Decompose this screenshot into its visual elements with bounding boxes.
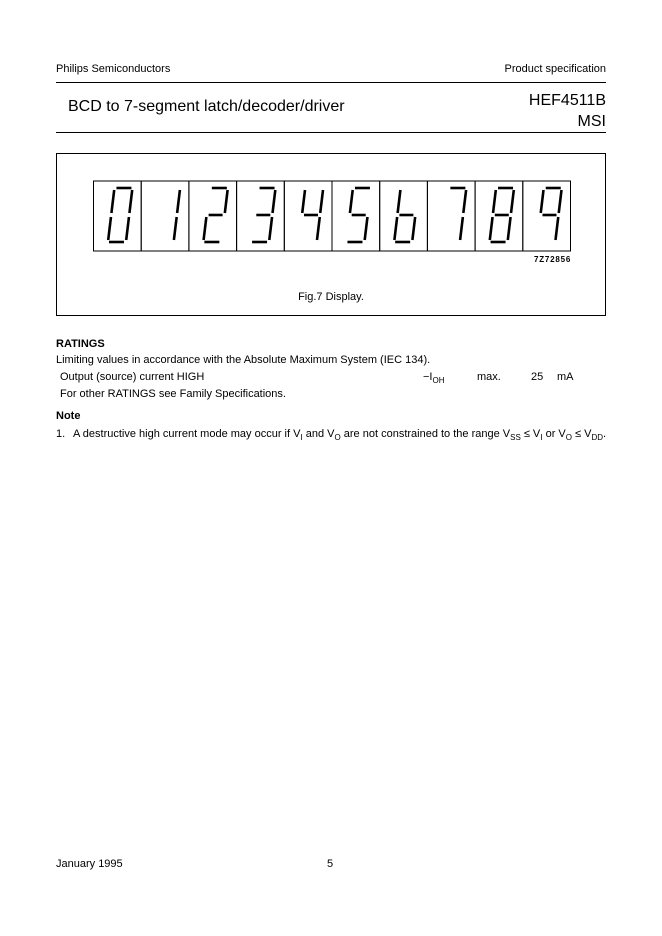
footer-date: January 1995 [56,858,123,870]
note-text-part: . [603,428,607,440]
note-sub: I [300,433,303,442]
segment-c [317,217,320,240]
digit-4 [284,181,332,251]
digit-2 [189,181,237,251]
page-number: 5 [327,858,334,870]
product-family: MSI [577,113,606,130]
segment-c [460,217,463,240]
segment-b [511,190,514,213]
note-number: 1. [56,428,66,440]
segment-f [302,190,305,213]
header-rule-bottom [56,132,606,133]
note-text [73,428,606,440]
segment-c [126,217,129,240]
rating-symbol-main: −I [423,371,433,383]
segment-b [559,190,562,213]
segment-f [398,190,401,213]
segment-c [508,217,511,240]
digit-3 [237,181,285,251]
segment-b [177,190,180,213]
segment-c [174,217,177,240]
header-rule-top [56,82,606,83]
rating-qualifier: max. [477,371,501,383]
segment-f [493,190,496,213]
rating-parameter: Output (source) current HIGH [60,371,205,383]
note-text-part: are not constrained to the range V [340,428,511,440]
note-sub: I [540,433,543,442]
digit-9 [523,181,571,251]
digit-8 [475,181,523,251]
segment-b [129,190,132,213]
digit-1 [141,181,189,251]
digit-cell [94,181,142,251]
document-type: Product specification [504,63,606,75]
digit-7 [427,181,475,251]
note-text-part: or V [542,428,566,440]
note-text-part: and V [302,428,335,440]
digit-6 [380,181,428,251]
figure-display [56,153,606,316]
digit-5 [332,181,380,251]
segment-c [269,217,272,240]
segment-b [273,190,276,213]
company-name: Philips Semiconductors [56,63,171,75]
note-sub: O [565,433,572,442]
segment-b [225,190,228,213]
note-sub: DD [591,433,604,442]
rating-symbol [423,371,444,383]
segment-e [108,217,111,240]
rating-unit: mA [557,371,574,383]
segment-e [394,217,397,240]
ratings-heading: RATINGS [56,338,105,350]
note-text-part: ≤ V [571,428,592,440]
segment-b [320,190,323,213]
segment-f [541,190,544,213]
segment-c [365,217,368,240]
note-sub: O [334,433,341,442]
segment-f [111,190,114,213]
segment-f [350,190,353,213]
segment-c [412,217,415,240]
segment-e [204,217,207,240]
note-text-part: A destructive high current mode may occur if V [73,428,301,440]
segment-c [556,217,559,240]
part-number: HEF4511B [528,92,606,109]
figure-code: 7Z72856 [534,255,572,264]
note-sub: SS [510,433,521,442]
ratings-other: For other RATINGS see Family Specifications. [60,388,286,400]
document-title: BCD to 7-segment latch/decoder/driver [68,98,345,115]
part-number-block [529,90,606,132]
segment-b [463,190,466,213]
ratings-intro: Limiting values in accordance with the Absolute Maximum System (IEC 134). [56,354,431,366]
digit-cell [141,181,189,251]
digit-0 [94,181,142,251]
digit-cell [427,181,475,251]
note-heading: Note [56,410,81,422]
rating-value: 25 [531,371,544,383]
note-text-part: ≤ V [520,428,541,440]
segment-e [490,217,493,240]
figure-caption: Fig.7 Display. [298,291,364,303]
rating-symbol-sub: OH [432,376,445,385]
seven-segment-display [93,180,573,252]
